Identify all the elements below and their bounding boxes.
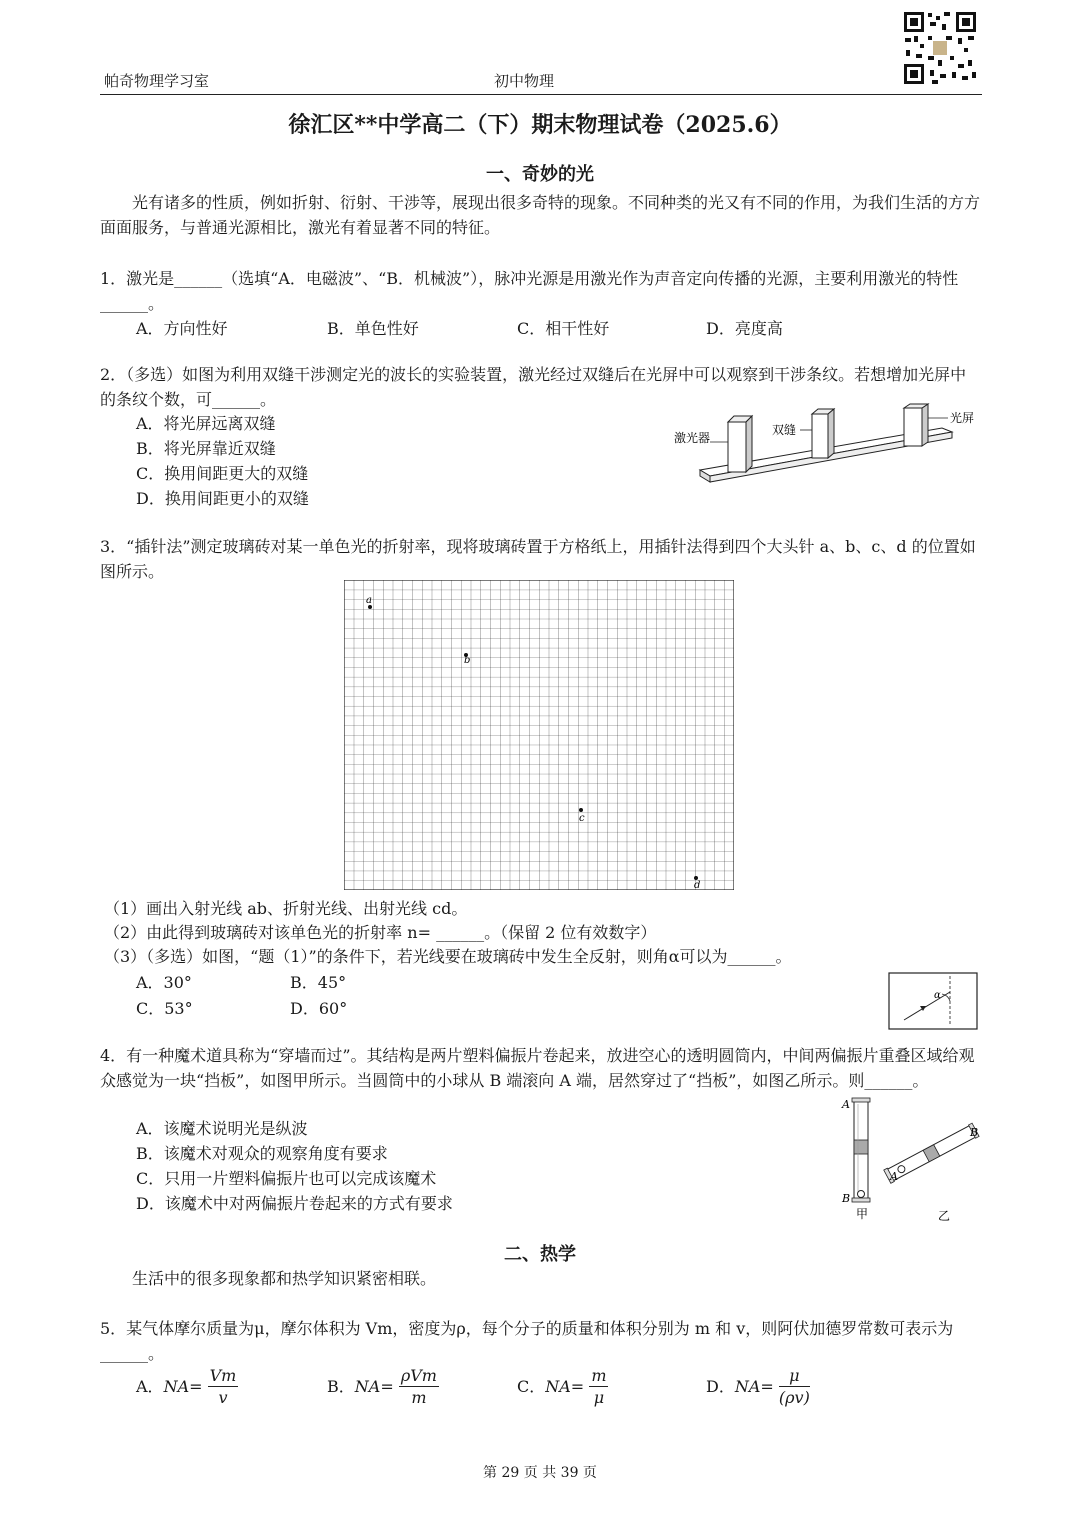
question-3-sub-3: （3）（多选）如图，“题（1）”的条件下，若光线要在玻璃砖中发生全反射，则角α可以为______。 bbox=[104, 947, 792, 966]
header-left: 帕奇物理学习室 bbox=[104, 72, 210, 90]
question-3-option-b: B．45° bbox=[290, 973, 347, 992]
question-1-text: 1．激光是______（选填“A．电磁波”、“B．机械波”），脉冲光源是用激光作为声音定向传播的光源，主要利用激光的特性______。 bbox=[100, 269, 959, 313]
option-label: B． bbox=[327, 1377, 355, 1396]
glass-brick-figure bbox=[888, 972, 980, 1032]
question-1-option-d: D．亮度高 bbox=[706, 319, 783, 338]
tube-a-label-yi: A bbox=[890, 1170, 898, 1183]
double-slit-apparatus-figure bbox=[672, 400, 982, 490]
option-fraction: $\frac{Vm}{v}$ bbox=[209, 1366, 237, 1407]
section-2-intro: 生活中的很多现象都和热学知识紧密相联。 bbox=[132, 1269, 437, 1288]
section-2-heading: 二、热学 bbox=[504, 1244, 576, 1265]
tube-a-label-jia: A bbox=[842, 1098, 850, 1111]
pin-b-label: b bbox=[464, 655, 471, 666]
question-5-text: 5．某气体摩尔质量为μ，摩尔体积为 Vm，密度为ρ，每个分子的质量和体积分别为 m 和 v，则阿伏加德罗常数可表示为______。 bbox=[100, 1319, 954, 1363]
question-4-option-a: A．该魔术说明光是纵波 bbox=[136, 1119, 308, 1138]
question-5-option-a bbox=[136, 1366, 238, 1409]
option-fraction: $\frac{\text{ρVm}}{m}$ bbox=[400, 1366, 437, 1407]
grid-paper-figure bbox=[344, 580, 734, 890]
tube-b-label-yi: B bbox=[970, 1126, 979, 1139]
tube-b-label-jia: B bbox=[842, 1192, 851, 1205]
question-3-sub-1: （1）画出入射光线 ab、折射光线、出射光线 cd。 bbox=[104, 899, 468, 918]
question-3-sub-2: （2）由此得到玻璃砖对该单色光的折射率 n= ______。（保留 2 位有效数字） bbox=[104, 923, 657, 942]
angle-alpha-label: α bbox=[934, 990, 941, 1001]
figure-jia-label: 甲 bbox=[856, 1207, 869, 1221]
magic-tube-figure bbox=[836, 1094, 986, 1224]
question-3-text: 3．“插针法”测定玻璃砖对某一单色光的折射率，现将玻璃砖置于方格纸上，用插针法得到四个大头针 a、b、c、d 的位置如图所示。 bbox=[100, 537, 976, 581]
laser-label: 激光器 bbox=[674, 431, 711, 445]
slit-label: 双缝 bbox=[772, 423, 797, 437]
header-divider bbox=[100, 94, 982, 95]
option-label: D． bbox=[706, 1377, 735, 1396]
question-4-text: 4．有一种魔术道具称为“穿墙而过”。其结构是两片塑料偏振片卷起来，放进空心的透明圆筒内，中间两偏振片重叠区域给观众感觉为一块“挡板”，如图甲所示。当圆筒中的小球从 B 端滚向 A 端，居然穿过了“挡板”，如图乙所示。则______。 bbox=[100, 1046, 975, 1090]
screen-label: 光屏 bbox=[950, 411, 975, 425]
question-5-option-c bbox=[517, 1366, 608, 1409]
question-4-option-b: B．该魔术对观众的观察角度有要求 bbox=[136, 1144, 388, 1163]
page-title: 徐汇区**中学高二（下）期末物理试卷（2025.6） bbox=[288, 112, 792, 138]
question-3-option-c: C．53° bbox=[136, 999, 193, 1018]
question-2-option-b: B．将光屏靠近双缝 bbox=[136, 439, 276, 458]
pin-c-dot bbox=[579, 808, 583, 812]
option-lhs: NA= bbox=[545, 1377, 585, 1396]
question-5-option-d bbox=[706, 1366, 810, 1409]
pin-c-label: c bbox=[579, 813, 585, 824]
option-lhs: NA= bbox=[354, 1377, 394, 1396]
question-2-option-c: C．换用间距更大的双缝 bbox=[136, 464, 309, 483]
question-1-option-b: B．单色性好 bbox=[327, 319, 419, 338]
section-1-heading: 一、奇妙的光 bbox=[486, 164, 594, 185]
question-3-option-d: D．60° bbox=[290, 999, 348, 1018]
option-label: A． bbox=[136, 1377, 164, 1396]
option-lhs: NA= bbox=[163, 1377, 203, 1396]
question-1-option-a: A．方向性好 bbox=[136, 319, 228, 338]
question-1-option-c: C．相干性好 bbox=[517, 319, 610, 338]
question-2-option-a: A．将光屏远离双缝 bbox=[136, 414, 276, 433]
figure-yi-label: 乙 bbox=[938, 1209, 951, 1223]
option-label: C． bbox=[517, 1377, 546, 1396]
qr-code-icon bbox=[902, 10, 978, 86]
question-4-option-c: C．只用一片塑料偏振片也可以完成该魔术 bbox=[136, 1169, 437, 1188]
page-number: 第 29 页 共 39 页 bbox=[483, 1465, 597, 1481]
section-1-intro: 光有诸多的性质，例如折射、衍射、干涉等，展现出很多奇特的现象。不同种类的光又有不同的作用，为我们生活的方方面面服务，与普通光源相比，激光有着显著不同的特征。 bbox=[100, 193, 981, 237]
question-2-text: 2．（多选）如图为利用双缝干涉测定光的波长的实验装置，激光经过双缝后在光屏中可以观察到干涉条纹。若想增加光屏中的条纹个数，可______。 bbox=[100, 365, 967, 409]
option-fraction: $\frac{m}{\mu}$ bbox=[591, 1366, 607, 1407]
option-fraction: $\frac{\mu}{(\rho v)}$ bbox=[778, 1366, 810, 1407]
option-lhs: NA= bbox=[734, 1377, 774, 1396]
question-2-option-d: D．换用间距更小的双缝 bbox=[136, 489, 309, 508]
pin-d-label: d bbox=[694, 880, 701, 890]
question-5-option-b bbox=[327, 1366, 439, 1409]
header-middle: 初中物理 bbox=[494, 72, 555, 90]
pin-a-label: a bbox=[366, 595, 372, 606]
question-4-option-d: D．该魔术中对两偏振片卷起来的方式有要求 bbox=[136, 1194, 453, 1213]
question-3-option-a: A．30° bbox=[136, 973, 192, 992]
